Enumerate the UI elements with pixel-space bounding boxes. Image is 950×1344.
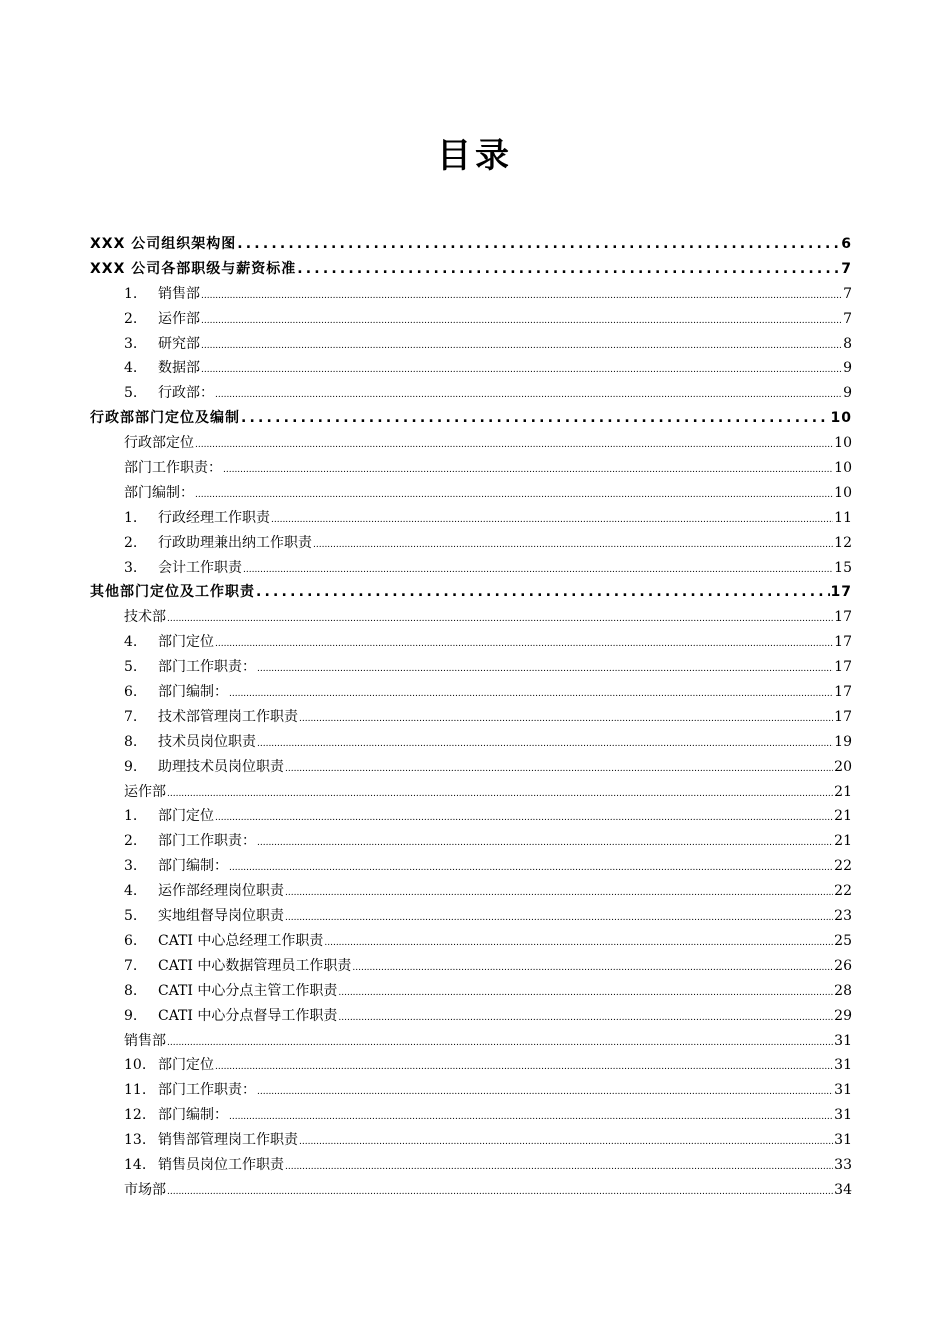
toc-entry-label bbox=[124, 630, 214, 655]
toc-entry-number: 7. bbox=[124, 957, 138, 974]
toc-page-number: 22 bbox=[834, 883, 852, 900]
toc-entry-label bbox=[124, 929, 323, 954]
toc-entry-text: 部门工作职责： bbox=[158, 833, 256, 850]
toc-entry-label bbox=[124, 307, 200, 332]
toc-dot-leader bbox=[285, 755, 833, 780]
toc-entry[interactable] bbox=[90, 605, 852, 630]
toc-entry-number: 6. bbox=[124, 684, 138, 701]
toc-entry[interactable] bbox=[90, 506, 852, 531]
toc-dot-leader bbox=[297, 257, 840, 282]
toc-entry[interactable] bbox=[90, 1178, 852, 1203]
toc-entry-number: 3. bbox=[124, 858, 138, 875]
toc-entry-text: 研究部 bbox=[158, 335, 200, 352]
toc-entry-label bbox=[124, 655, 256, 680]
toc-page-number: 10 bbox=[834, 460, 852, 477]
toc-dot-leader bbox=[201, 307, 842, 332]
toc-entry[interactable] bbox=[90, 705, 852, 730]
toc-dot-leader bbox=[313, 531, 833, 556]
toc-page-number: 28 bbox=[834, 982, 852, 999]
toc-entry-label bbox=[124, 680, 228, 705]
toc-entry-text: 部门定位 bbox=[158, 634, 214, 651]
toc-entry[interactable] bbox=[90, 680, 852, 705]
toc-entry-label bbox=[90, 406, 240, 431]
toc-page-number: 31 bbox=[834, 1132, 852, 1149]
toc-entry-text: 助理技术员岗位职责 bbox=[158, 758, 284, 775]
toc-page-number: 17 bbox=[834, 708, 852, 725]
toc-entry-number: 8. bbox=[124, 733, 138, 750]
toc-entry-label bbox=[124, 1103, 228, 1128]
toc-entry-text: 运作部经理岗位职责 bbox=[158, 883, 284, 900]
toc-dot-leader bbox=[243, 556, 833, 581]
toc-entry-text: 部门定位 bbox=[158, 808, 214, 825]
toc-dot-leader bbox=[201, 356, 842, 381]
toc-dot-leader bbox=[241, 406, 830, 431]
toc-page-number: 29 bbox=[834, 1007, 852, 1024]
toc-page-number: 12 bbox=[834, 534, 852, 551]
toc-entry-number: 5. bbox=[124, 908, 138, 925]
toc-entry-text: 数据部 bbox=[158, 360, 200, 377]
toc-entry[interactable] bbox=[90, 431, 852, 456]
toc-dot-leader bbox=[352, 954, 833, 979]
toc-page-number: 31 bbox=[834, 1057, 852, 1074]
toc-entry[interactable] bbox=[90, 1128, 852, 1153]
toc-dot-leader bbox=[229, 854, 833, 879]
toc-entry-text: 销售员岗位工作职责 bbox=[158, 1156, 284, 1173]
toc-entry-number: 6. bbox=[124, 932, 138, 949]
toc-page-number: 7 bbox=[843, 310, 852, 327]
toc-entry-number: 8. bbox=[124, 982, 138, 999]
toc-entry-text: XXX 公司组织架构图 bbox=[90, 236, 237, 252]
toc-entry[interactable] bbox=[90, 381, 852, 406]
toc-entry-number: 1. bbox=[124, 509, 138, 526]
toc-entry[interactable] bbox=[90, 556, 852, 581]
toc-entry-number: 5. bbox=[124, 385, 138, 402]
toc-dot-leader bbox=[271, 506, 833, 531]
toc-entry-label bbox=[124, 332, 200, 357]
toc-entry[interactable] bbox=[90, 356, 852, 381]
toc-dot-leader bbox=[338, 1004, 833, 1029]
toc-page-number: 21 bbox=[834, 783, 852, 800]
toc-entry[interactable] bbox=[90, 282, 852, 307]
toc-entry[interactable] bbox=[90, 829, 852, 854]
toc-entry-label bbox=[124, 979, 337, 1004]
toc-heading-entry[interactable] bbox=[90, 257, 852, 282]
toc-page-number: 33 bbox=[834, 1156, 852, 1173]
toc-entry-text: 部门工作职责： bbox=[124, 460, 222, 477]
toc-page-number: 17 bbox=[834, 609, 852, 626]
toc-entry-label bbox=[124, 506, 270, 531]
toc-dot-leader bbox=[324, 929, 833, 954]
toc-dot-leader bbox=[201, 282, 842, 307]
toc-page-number: 20 bbox=[834, 758, 852, 775]
toc-page-number: 9 bbox=[843, 360, 852, 377]
toc-page-number: 25 bbox=[834, 932, 852, 949]
toc-entry-label bbox=[124, 431, 194, 456]
toc-dot-leader bbox=[299, 705, 833, 730]
toc-page-number: 19 bbox=[834, 733, 852, 750]
toc-dot-leader bbox=[215, 804, 833, 829]
toc-page-number: 10 bbox=[834, 435, 852, 452]
toc-entry[interactable] bbox=[90, 730, 852, 755]
toc-entry-text: 行政部定位 bbox=[124, 435, 194, 452]
toc-entry-label bbox=[124, 879, 284, 904]
toc-page-number: 15 bbox=[834, 559, 852, 576]
toc-entry-text: 技术部 bbox=[124, 609, 166, 626]
toc-page-number: 21 bbox=[834, 808, 852, 825]
toc-dot-leader bbox=[167, 605, 833, 630]
toc-entry-number: 4. bbox=[124, 634, 138, 651]
toc-entry[interactable] bbox=[90, 1029, 852, 1054]
toc-entry[interactable] bbox=[90, 1078, 852, 1103]
toc-entry[interactable] bbox=[90, 456, 852, 481]
toc-entry-label bbox=[124, 730, 256, 755]
toc-entry-text: 部门定位 bbox=[158, 1057, 214, 1074]
toc-dot-leader bbox=[299, 1128, 833, 1153]
toc-entry[interactable] bbox=[90, 780, 852, 805]
toc-dot-leader bbox=[215, 630, 833, 655]
toc-entry-label bbox=[124, 356, 200, 381]
toc-dot-leader bbox=[167, 780, 833, 805]
toc-entry-label bbox=[90, 232, 236, 257]
toc-entry-label bbox=[124, 705, 298, 730]
toc-entry-number: 13. bbox=[124, 1132, 147, 1149]
toc-entry[interactable] bbox=[90, 1153, 852, 1178]
toc-entry-text: 行政助理兼出纳工作职责 bbox=[158, 534, 312, 551]
toc-page-number: 34 bbox=[834, 1181, 852, 1198]
toc-entry-label bbox=[90, 580, 255, 605]
toc-entry-number: 12. bbox=[124, 1107, 147, 1124]
toc-entry-label bbox=[124, 904, 284, 929]
toc-entry-label bbox=[124, 804, 214, 829]
table-of-contents bbox=[90, 232, 852, 1203]
toc-entry-label bbox=[124, 1053, 214, 1078]
toc-dot-leader bbox=[229, 1103, 833, 1128]
toc-page-number: 11 bbox=[834, 509, 852, 526]
toc-entry[interactable] bbox=[90, 655, 852, 680]
toc-dot-leader bbox=[223, 456, 833, 481]
toc-entry-text: 市场部 bbox=[124, 1181, 166, 1198]
toc-dot-leader bbox=[195, 431, 833, 456]
toc-entry-text: 部门编制： bbox=[124, 484, 194, 501]
toc-dot-leader bbox=[229, 680, 833, 705]
toc-entry-number: 3. bbox=[124, 559, 138, 576]
toc-entry[interactable] bbox=[90, 531, 852, 556]
toc-entry-label bbox=[124, 954, 351, 979]
toc-entry-text: 部门编制： bbox=[158, 858, 228, 875]
toc-page-number: 9 bbox=[843, 385, 852, 402]
toc-entry[interactable] bbox=[90, 1004, 852, 1029]
toc-entry-number: 4. bbox=[124, 360, 138, 377]
toc-entry-text: 部门编制： bbox=[158, 684, 228, 701]
toc-entry-text: 会计工作职责 bbox=[158, 559, 242, 576]
toc-entry-text: CATI 中心分点督导工作职责 bbox=[158, 1007, 338, 1024]
toc-entry-label bbox=[124, 531, 312, 556]
toc-page-number: 7 bbox=[841, 260, 852, 277]
toc-entry-label bbox=[124, 456, 222, 481]
toc-entry-label bbox=[124, 854, 228, 879]
toc-entry-label bbox=[124, 755, 284, 780]
toc-entry-text: CATI 中心数据管理员工作职责 bbox=[158, 957, 352, 974]
toc-entry-number: 4. bbox=[124, 883, 138, 900]
toc-entry-text: 销售部 bbox=[124, 1032, 166, 1049]
toc-page-number: 23 bbox=[834, 908, 852, 925]
toc-entry-text: CATI 中心分点主管工作职责 bbox=[158, 982, 338, 999]
toc-entry-number: 2. bbox=[124, 534, 138, 551]
toc-entry-label bbox=[124, 282, 200, 307]
toc-entry-text: 行政经理工作职责 bbox=[158, 509, 270, 526]
toc-entry-text: 行政部： bbox=[158, 385, 214, 402]
toc-entry-number: 7. bbox=[124, 708, 138, 725]
toc-entry-text: CATI 中心总经理工作职责 bbox=[158, 932, 324, 949]
toc-entry-label bbox=[124, 829, 256, 854]
toc-entry-text: 销售部管理岗工作职责 bbox=[158, 1132, 298, 1149]
toc-entry-number: 9. bbox=[124, 1007, 138, 1024]
toc-entry-label bbox=[124, 1004, 337, 1029]
toc-page-number: 21 bbox=[834, 833, 852, 850]
toc-page-number: 31 bbox=[834, 1082, 852, 1099]
toc-dot-leader bbox=[257, 655, 833, 680]
toc-entry[interactable] bbox=[90, 804, 852, 829]
toc-entry-number: 2. bbox=[124, 833, 138, 850]
toc-entry-text: 部门编制： bbox=[158, 1107, 228, 1124]
toc-page-number: 17 bbox=[830, 584, 852, 601]
toc-dot-leader bbox=[201, 332, 842, 357]
page-title: 目录 bbox=[437, 136, 513, 176]
toc-page-number: 17 bbox=[834, 659, 852, 676]
toc-page-number: 31 bbox=[834, 1107, 852, 1124]
toc-page-number: 17 bbox=[834, 634, 852, 651]
toc-dot-leader bbox=[195, 481, 833, 506]
toc-entry-text: 技术员岗位职责 bbox=[158, 733, 256, 750]
toc-dot-leader bbox=[237, 232, 840, 257]
toc-dot-leader bbox=[167, 1178, 833, 1203]
toc-heading-entry[interactable] bbox=[90, 232, 852, 257]
toc-entry[interactable] bbox=[90, 879, 852, 904]
toc-entry-number: 1. bbox=[124, 285, 138, 302]
toc-page-number: 10 bbox=[830, 410, 852, 427]
toc-entry-text: 部门工作职责： bbox=[158, 1082, 256, 1099]
toc-dot-leader bbox=[285, 879, 833, 904]
toc-entry[interactable] bbox=[90, 929, 852, 954]
toc-entry-label bbox=[124, 1128, 298, 1153]
toc-entry-text: 技术部管理岗工作职责 bbox=[158, 708, 298, 725]
toc-entry[interactable] bbox=[90, 630, 852, 655]
toc-entry-label bbox=[90, 257, 296, 282]
toc-entry[interactable] bbox=[90, 481, 852, 506]
toc-entry[interactable] bbox=[90, 979, 852, 1004]
toc-dot-leader bbox=[338, 979, 833, 1004]
toc-entry-label bbox=[124, 1078, 256, 1103]
toc-entry[interactable] bbox=[90, 1053, 852, 1078]
toc-dot-leader bbox=[215, 1053, 833, 1078]
toc-dot-leader bbox=[256, 580, 830, 605]
toc-entry[interactable] bbox=[90, 1103, 852, 1128]
toc-entry-number: 11. bbox=[124, 1082, 147, 1099]
toc-entry-text: 实地组督导岗位职责 bbox=[158, 908, 284, 925]
toc-entry-text: 其他部门定位及工作职责 bbox=[90, 584, 255, 601]
toc-page-number: 17 bbox=[834, 684, 852, 701]
toc-entry-label bbox=[124, 381, 214, 406]
toc-page-number: 7 bbox=[843, 285, 852, 302]
toc-entry-label bbox=[124, 556, 242, 581]
toc-entry-text: XXX 公司各部职级与薪资标准 bbox=[90, 260, 297, 277]
toc-page-number: 31 bbox=[834, 1032, 852, 1049]
toc-entry-text: 运作部 bbox=[158, 310, 200, 327]
toc-entry-label bbox=[124, 1029, 166, 1054]
toc-entry[interactable] bbox=[90, 954, 852, 979]
toc-entry-text: 行政部部门定位及编制 bbox=[90, 410, 240, 427]
toc-dot-leader bbox=[257, 1078, 833, 1103]
toc-entry-number: 1. bbox=[124, 808, 138, 825]
toc-entry[interactable] bbox=[90, 332, 852, 357]
toc-dot-leader bbox=[285, 1153, 833, 1178]
toc-dot-leader bbox=[257, 829, 833, 854]
toc-entry-text: 部门工作职责： bbox=[158, 659, 256, 676]
toc-entry-label bbox=[124, 780, 166, 805]
toc-entry-number: 10. bbox=[124, 1057, 147, 1074]
toc-entry-number: 2. bbox=[124, 310, 138, 327]
toc-dot-leader bbox=[285, 904, 833, 929]
toc-entry-number: 3. bbox=[124, 335, 138, 352]
toc-entry-label bbox=[124, 1178, 166, 1203]
toc-entry-number: 14. bbox=[124, 1156, 147, 1173]
toc-entry-text: 销售部 bbox=[158, 285, 200, 302]
toc-entry[interactable] bbox=[90, 854, 852, 879]
toc-entry-text: 运作部 bbox=[124, 783, 166, 800]
toc-dot-leader bbox=[167, 1029, 833, 1054]
toc-page-number: 22 bbox=[834, 858, 852, 875]
toc-page-number: 8 bbox=[843, 335, 852, 352]
toc-page-number: 6 bbox=[841, 236, 852, 252]
toc-entry[interactable] bbox=[90, 307, 852, 332]
toc-dot-leader bbox=[215, 381, 842, 406]
toc-entry[interactable] bbox=[90, 755, 852, 780]
toc-entry-label bbox=[124, 1153, 284, 1178]
toc-entry[interactable] bbox=[90, 904, 852, 929]
toc-page-number: 26 bbox=[834, 957, 852, 974]
toc-dot-leader bbox=[257, 730, 833, 755]
toc-page-number: 10 bbox=[834, 484, 852, 501]
toc-entry-label bbox=[124, 605, 166, 630]
toc-entry-number: 5. bbox=[124, 659, 138, 676]
toc-entry-label bbox=[124, 481, 194, 506]
toc-heading-entry[interactable] bbox=[90, 580, 852, 605]
toc-heading-entry[interactable] bbox=[90, 406, 852, 431]
toc-entry-number: 9. bbox=[124, 758, 138, 775]
